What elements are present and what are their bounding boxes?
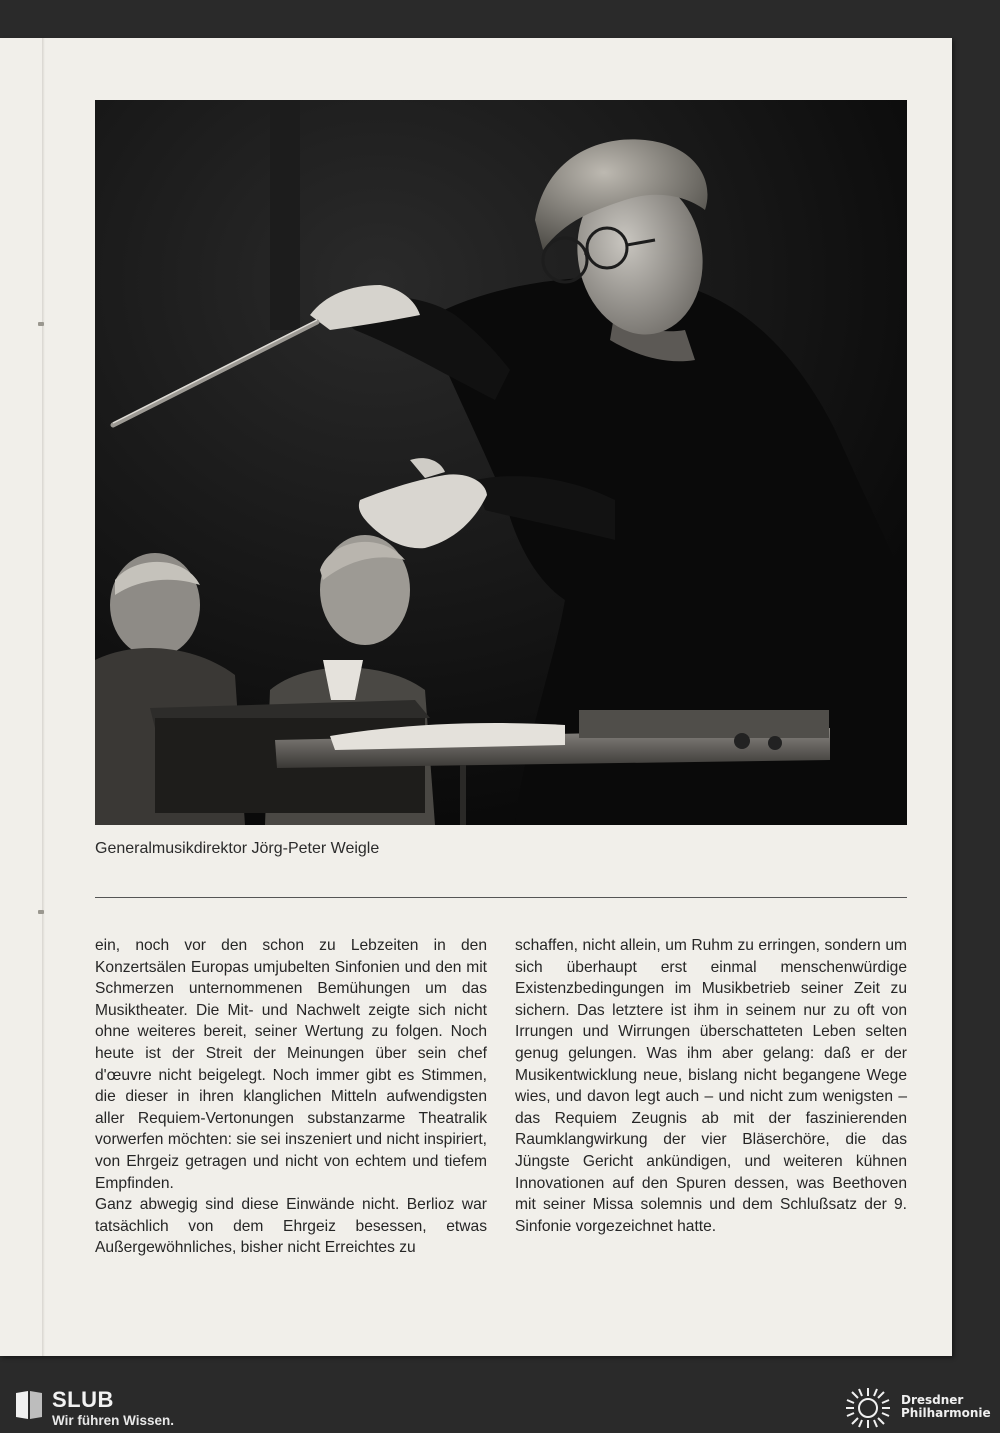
partner-name-line: Dresdner	[901, 1393, 964, 1407]
text-column-right	[515, 935, 907, 1237]
paragraph: Ganz abwegig sind diese Einwände nicht. Berlioz war tatsächlich von dem Ehrgeiz besessen, etwas Außergewöhnliches, bisher nicht Erreichtes zu	[95, 1196, 487, 1257]
sunburst-logo-icon	[843, 1386, 893, 1430]
conductor-photo	[95, 100, 907, 825]
paragraph: ein, noch vor den schon zu Lebzeiten in den Konzertsälen Europas umjubelten Sinfonien und den mit Schmerzen unternommenen Bemühungen um das Musiktheater. Die Mit- und Nachwelt zeigte sich nicht ohne weiteres bereit, seiner Wertung zu folgen. Noch heute ist der Streit der Meinungen über sein chef d'œuvre nicht beigelegt. Noch immer gibt es Stimmen, die dieser in ihren klanglichen Mitteln aufwendigsten aller Requiem-Vertonungen substanzarme Theatralik vorwerfen möchten: sie sei inszeniert und nicht inspiriert, von Ehrgeiz getragen und nicht von echtem und tiefem Empfinden.	[95, 937, 487, 1192]
binding-staple	[38, 322, 44, 326]
photo-caption: Generalmusikdirektor Jörg-Peter Weigle	[95, 840, 380, 857]
partner-name-line: Philharmonie	[901, 1406, 991, 1420]
slub-logo-icon	[14, 1389, 44, 1421]
divider-line	[95, 897, 907, 898]
binding-staple	[38, 910, 44, 914]
text-column-left	[95, 935, 487, 1259]
page-fold	[42, 38, 45, 1356]
paragraph: schaffen, nicht allein, um Ruhm zu erringen, sondern um sich überhaupt erst einmal menschenwürdige Existenzbedingungen im Musikbetrieb seiner Zeit zu sichern. Das letztere ist ihm in seinem nur zu oft von Irrungen und Wirrungen überschatteten Leben selten genug gelungen. Was ihm aber gelang: daß er der Musikentwicklung neue, bislang nicht begangene Wege wies, und davon legt auch – und nicht zum wenigsten – das Requiem Zeugnis ab mit der faszinierenden Raumklangwirkung der vier Bläserchöre, die das Jüngste Gericht ankündigen, und weiteren kühnen Innovationen auf den Spuren dessen, was Beethoven mit seiner Missa solemnis und dem Schlußsatz der 9. Sinfonie vorgezeichnet hatte.	[515, 937, 907, 1235]
partner-name	[901, 1394, 991, 1420]
slub-name: SLUB	[52, 1387, 114, 1412]
footer-bar	[0, 1383, 1000, 1433]
slub-claim: Wir führen Wissen.	[52, 1413, 175, 1428]
